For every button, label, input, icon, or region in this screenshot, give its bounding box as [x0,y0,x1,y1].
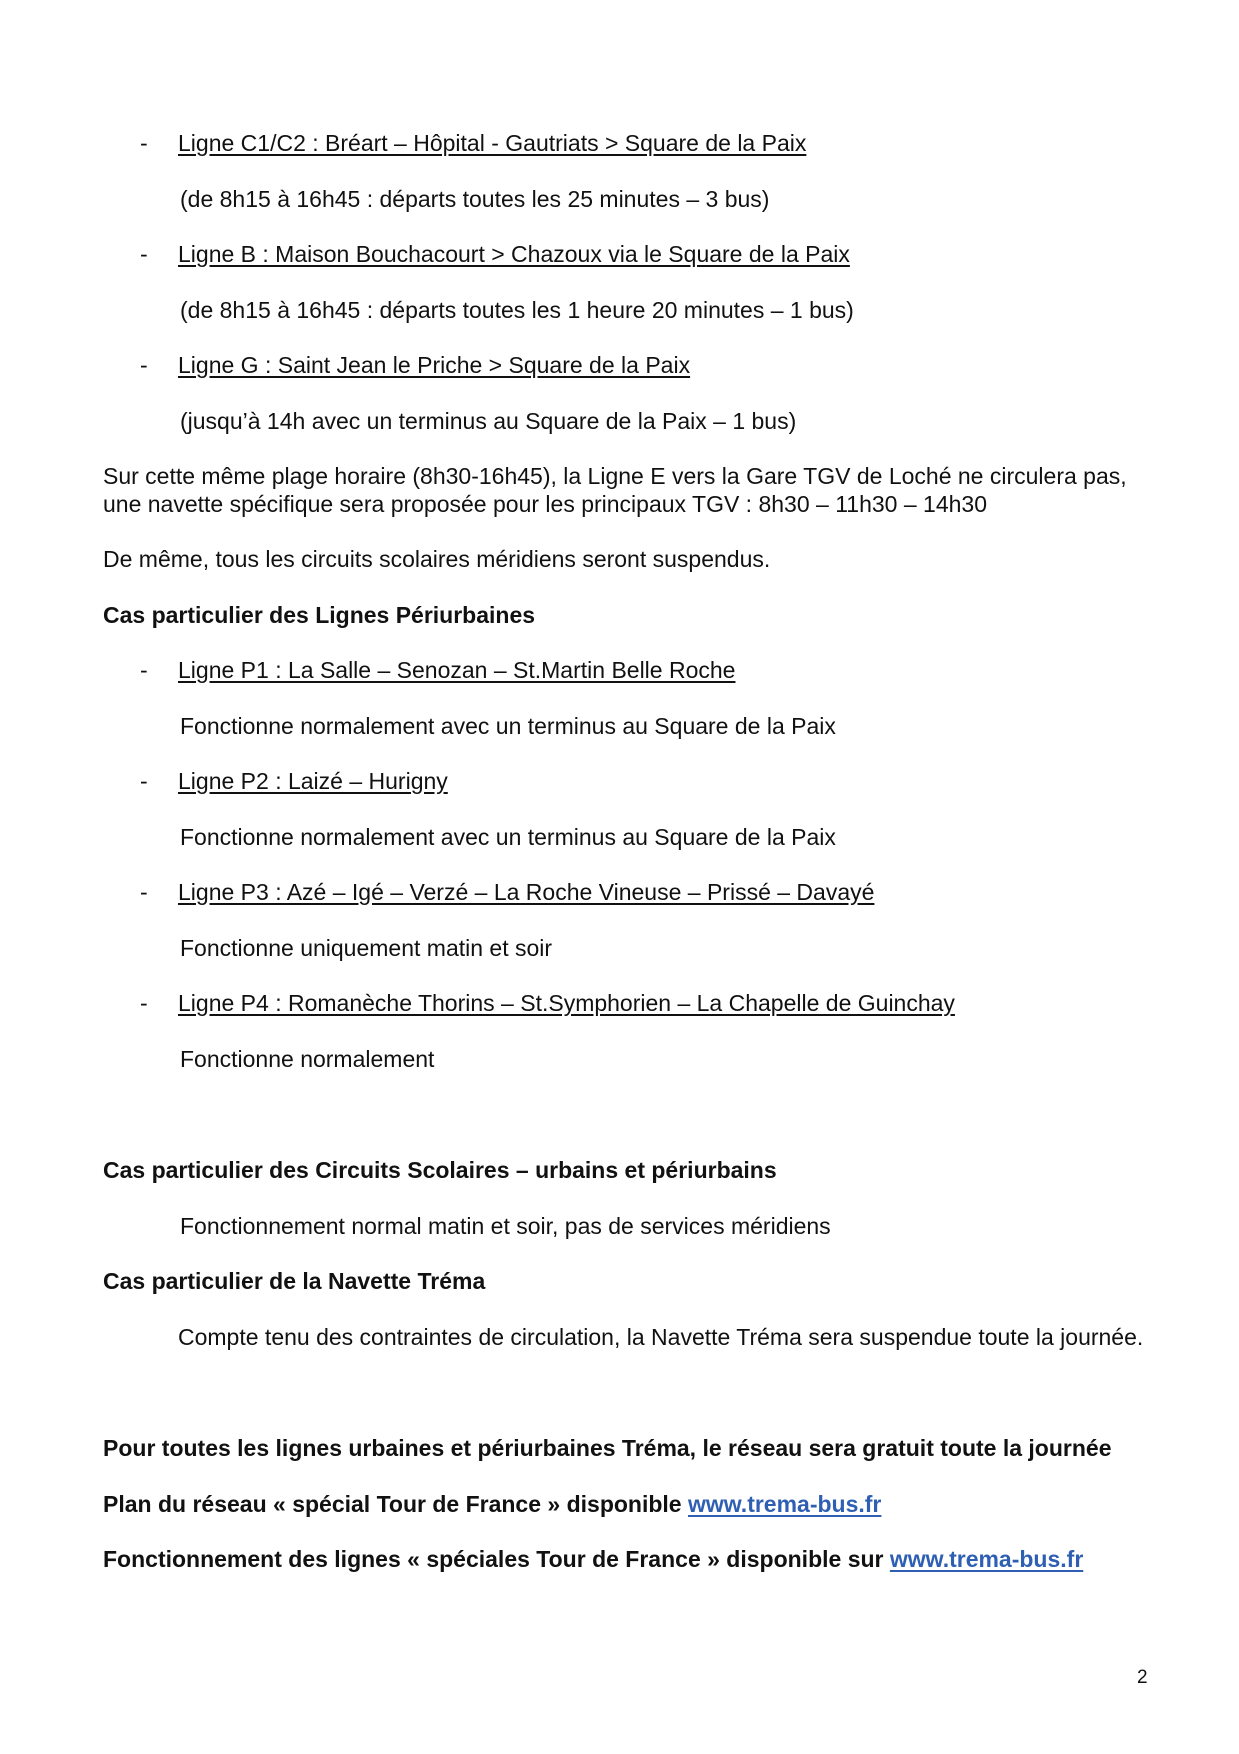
line-b-title: Ligne B : Maison Bouchacourt > Chazoux via le Square de la Paix [178,241,850,267]
list-bullet: - [140,130,148,156]
navette-trema-detail: Compte tenu des contraintes de circulation, la Navette Tréma sera suspendue toute la journée. [178,1324,1144,1350]
line-p3-title: Ligne P3 : Azé – Igé – Verzé – La Roche Vineuse – Prissé – Davayé [178,879,875,905]
circuits-scolaires-detail: Fonctionnement normal matin et soir, pas de services méridiens [180,1213,831,1239]
plan-reseau-text: Plan du réseau « spécial Tour de France » disponible [103,1491,688,1517]
line-p1-title: Ligne P1 : La Salle – Senozan – St.Martin Belle Roche [178,657,736,683]
trema-bus-link[interactable]: www.trema-bus.fr [687,1491,882,1517]
fonctionnement-lignes-notice [103,1545,1083,1573]
list-bullet: - [140,352,148,378]
paragraph-circuits-scolaires: De même, tous les circuits scolaires méridiens seront suspendus. [103,546,771,572]
list-bullet: - [140,990,148,1016]
trema-bus-link[interactable]: www.trema-bus.fr [889,1546,1084,1572]
reseau-gratuit-notice: Pour toutes les lignes urbaines et périurbaines Tréma, le réseau sera gratuit toute la journée [103,1435,1112,1461]
line-g-title: Ligne G : Saint Jean le Priche > Square de la Paix [178,352,691,378]
line-p4-title: Ligne P4 : Romanèche Thorins – St.Symphorien – La Chapelle de Guinchay [178,990,955,1016]
heading-circuits-scolaires: Cas particulier des Circuits Scolaires – urbains et périurbains [103,1157,777,1183]
line-c1c2-detail: (de 8h15 à 16h45 : départs toutes les 25 minutes – 3 bus) [180,186,770,212]
fonctionnement-lignes-text: Fonctionnement des lignes « spéciales Tour de France » disponible sur [103,1546,890,1572]
line-p2-title: Ligne P2 : Laizé – Hurigny [178,768,448,794]
line-p1-detail: Fonctionne normalement avec un terminus au Square de la Paix [180,713,836,739]
line-p2-detail: Fonctionne normalement avec un terminus au Square de la Paix [180,824,836,850]
line-g-detail: (jusqu’à 14h avec un terminus au Square de la Paix – 1 bus) [180,408,797,434]
list-bullet: - [140,879,148,905]
heading-periurbaines: Cas particulier des Lignes Périurbaines [103,602,536,628]
paragraph-ligne-e-line1: Sur cette même plage horaire (8h30-16h45), la Ligne E vers la Gare TGV de Loché ne circulera pas, [103,463,1127,489]
line-p4-detail: Fonctionne normalement [180,1046,435,1072]
line-p3-detail: Fonctionne uniquement matin et soir [180,935,553,961]
plan-reseau-notice [103,1490,881,1518]
list-bullet: - [140,241,148,267]
line-b-detail: (de 8h15 à 16h45 : départs toutes les 1 heure 20 minutes – 1 bus) [180,297,854,323]
list-bullet: - [140,657,148,683]
line-c1c2-title: Ligne C1/C2 : Bréart – Hôpital - Gautriats > Square de la Paix [178,130,807,156]
page-number: 2 [1137,1667,1148,1688]
heading-navette-trema: Cas particulier de la Navette Tréma [103,1268,486,1294]
paragraph-ligne-e-line2: une navette spécifique sera proposée pour les principaux TGV : 8h30 – 11h30 – 14h30 [103,491,987,517]
list-bullet: - [140,768,148,794]
